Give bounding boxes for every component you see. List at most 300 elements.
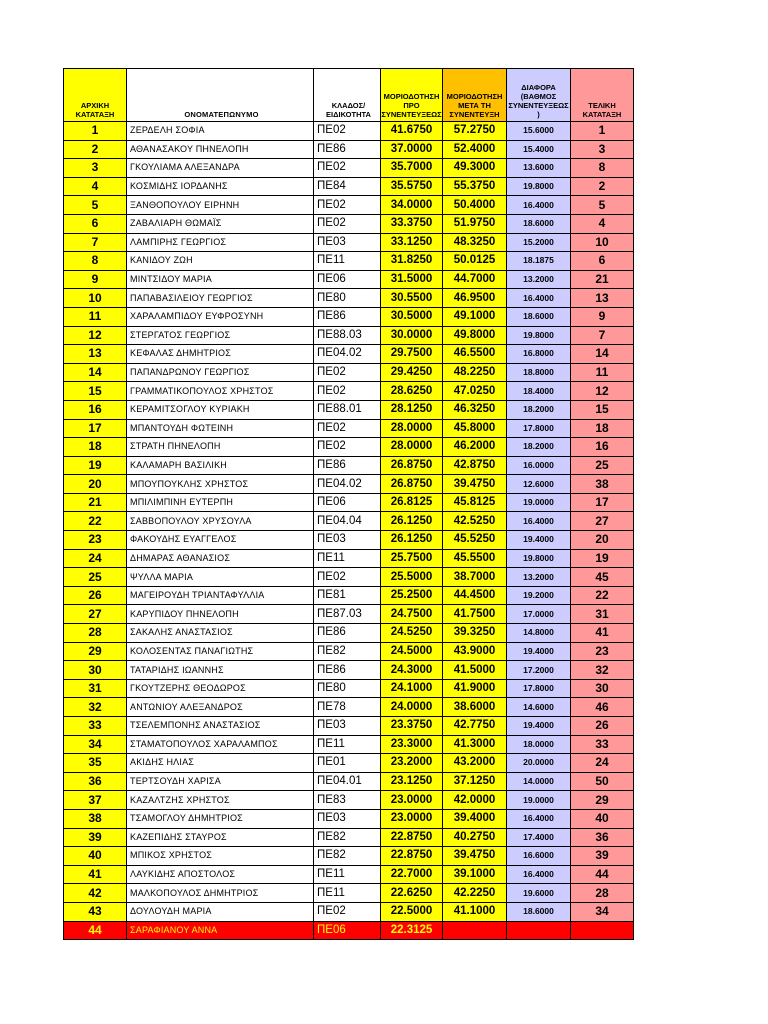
difference-cell bbox=[507, 921, 571, 940]
name-cell: ΑΘΑΝΑΣΑΚΟΥ ΠΗΝΕΛΟΠΗ bbox=[127, 140, 314, 159]
score-after-cell: 41.7500 bbox=[443, 605, 507, 624]
score-after-cell: 39.1000 bbox=[443, 865, 507, 884]
difference-cell: 12.6000 bbox=[507, 475, 571, 494]
table-row bbox=[64, 307, 634, 326]
initial-rank-cell: 24 bbox=[64, 549, 127, 568]
score-before-cell: 35.5750 bbox=[381, 177, 443, 196]
branch-cell: ΠΕ81 bbox=[314, 586, 381, 605]
branch-cell: ΠΕ82 bbox=[314, 828, 381, 847]
final-rank-cell: 14 bbox=[571, 345, 634, 364]
table-row bbox=[64, 159, 634, 178]
score-before-cell: 24.0000 bbox=[381, 698, 443, 717]
score-before-cell: 22.7000 bbox=[381, 865, 443, 884]
name-cell: ΣΤΑΜΑΤΟΠΟΥΛΟΣ ΧΑΡΑΛΑΜΠΟΣ bbox=[127, 735, 314, 754]
initial-rank-cell: 42 bbox=[64, 884, 127, 903]
header-row bbox=[64, 69, 634, 122]
table-row bbox=[64, 289, 634, 308]
difference-cell: 17.2000 bbox=[507, 661, 571, 680]
branch-cell: ΠΕ86 bbox=[314, 307, 381, 326]
initial-rank-cell: 43 bbox=[64, 902, 127, 921]
difference-cell: 14.8000 bbox=[507, 624, 571, 643]
branch-cell: ΠΕ02 bbox=[314, 438, 381, 457]
difference-cell: 17.0000 bbox=[507, 605, 571, 624]
table-row bbox=[64, 717, 634, 736]
score-after-cell: 46.9500 bbox=[443, 289, 507, 308]
name-cell: ΤΣΑΜΟΓΛΟΥ ΔΗΜΗΤΡΙΟΣ bbox=[127, 809, 314, 828]
branch-cell: ΠΕ88.01 bbox=[314, 400, 381, 419]
branch-cell: ΠΕ87.03 bbox=[314, 605, 381, 624]
score-after-cell: 57.2750 bbox=[443, 122, 507, 141]
difference-cell: 19.4000 bbox=[507, 717, 571, 736]
branch-cell: ΠΕ11 bbox=[314, 735, 381, 754]
final-rank-cell: 18 bbox=[571, 419, 634, 438]
final-rank-cell: 3 bbox=[571, 140, 634, 159]
difference-cell: 18.6000 bbox=[507, 214, 571, 233]
score-before-cell: 29.7500 bbox=[381, 345, 443, 364]
score-before-cell: 23.0000 bbox=[381, 791, 443, 810]
score-before-cell: 30.5000 bbox=[381, 307, 443, 326]
score-after-cell: 39.3250 bbox=[443, 624, 507, 643]
initial-rank-cell: 40 bbox=[64, 847, 127, 866]
name-cell: ΑΚΙΔΗΣ ΗΛΙΑΣ bbox=[127, 754, 314, 773]
initial-rank-cell: 31 bbox=[64, 679, 127, 698]
branch-cell: ΠΕ02 bbox=[314, 196, 381, 215]
difference-cell: 13.6000 bbox=[507, 159, 571, 178]
table-row bbox=[64, 605, 634, 624]
difference-cell: 18.1875 bbox=[507, 252, 571, 271]
score-after-cell: 39.4000 bbox=[443, 809, 507, 828]
initial-rank-cell: 14 bbox=[64, 363, 127, 382]
name-cell: ΚΕΦΑΛΑΣ ΔΗΜΗΤΡΙΟΣ bbox=[127, 345, 314, 364]
initial-rank-cell: 30 bbox=[64, 661, 127, 680]
final-rank-cell: 4 bbox=[571, 214, 634, 233]
difference-cell: 19.0000 bbox=[507, 493, 571, 512]
score-after-cell: 46.5500 bbox=[443, 345, 507, 364]
initial-rank-cell: 38 bbox=[64, 809, 127, 828]
branch-cell: ΠΕ78 bbox=[314, 698, 381, 717]
table-row bbox=[64, 122, 634, 141]
initial-rank-cell: 19 bbox=[64, 456, 127, 475]
score-after-cell: 50.0125 bbox=[443, 252, 507, 271]
table-row bbox=[64, 196, 634, 215]
initial-rank-cell: 18 bbox=[64, 438, 127, 457]
header-branch: ΚΛΑΔΟΣ/ ΕΙΔΙΚΟΤΗΤΑ bbox=[314, 69, 381, 122]
table-row bbox=[64, 345, 634, 364]
difference-cell: 16.4000 bbox=[507, 809, 571, 828]
initial-rank-cell: 37 bbox=[64, 791, 127, 810]
name-cell: ΖΕΡΔΕΛΗ ΣΟΦΙΑ bbox=[127, 122, 314, 141]
header-final-rank: ΤΕΛΙΚΗ ΚΑΤΑΤΑΞΗ bbox=[571, 69, 634, 122]
final-rank-cell: 38 bbox=[571, 475, 634, 494]
initial-rank-cell: 44 bbox=[64, 921, 127, 940]
final-rank-cell: 28 bbox=[571, 884, 634, 903]
score-before-cell: 23.2000 bbox=[381, 754, 443, 773]
branch-cell: ΠΕ06 bbox=[314, 493, 381, 512]
difference-cell: 18.2000 bbox=[507, 400, 571, 419]
score-after-cell: 45.8125 bbox=[443, 493, 507, 512]
score-after-cell: 48.3250 bbox=[443, 233, 507, 252]
table-row bbox=[64, 475, 634, 494]
score-before-cell: 33.3750 bbox=[381, 214, 443, 233]
name-cell: ΜΑΓΕΙΡΟΥΔΗ ΤΡΙΑΝΤΑΦΥΛΛΙΑ bbox=[127, 586, 314, 605]
initial-rank-cell: 22 bbox=[64, 512, 127, 531]
initial-rank-cell: 29 bbox=[64, 642, 127, 661]
name-cell: ΚΕΡΑΜΙΤΣΟΓΛΟΥ ΚΥΡΙΑΚΗ bbox=[127, 400, 314, 419]
score-after-cell: 42.5250 bbox=[443, 512, 507, 531]
name-cell: ΜΑΛΚΟΠΟΥΛΟΣ ΔΗΜΗΤΡΙΟΣ bbox=[127, 884, 314, 903]
difference-cell: 16.4000 bbox=[507, 865, 571, 884]
difference-cell: 15.2000 bbox=[507, 233, 571, 252]
name-cell: ΦΑΚΟΥΔΗΣ ΕΥΑΓΓΕΛΟΣ bbox=[127, 531, 314, 550]
name-cell: ΣΤΡΑΤΗ ΠΗΝΕΛΟΠΗ bbox=[127, 438, 314, 457]
final-rank-cell: 40 bbox=[571, 809, 634, 828]
initial-rank-cell: 36 bbox=[64, 772, 127, 791]
branch-cell: ΠΕ02 bbox=[314, 363, 381, 382]
table-row bbox=[64, 568, 634, 587]
initial-rank-cell: 12 bbox=[64, 326, 127, 345]
final-rank-cell: 2 bbox=[571, 177, 634, 196]
final-rank-cell: 29 bbox=[571, 791, 634, 810]
name-cell: ΣΑΒΒΟΠΟΥΛΟΥ ΧΡΥΣΟΥΛΑ bbox=[127, 512, 314, 531]
branch-cell: ΠΕ86 bbox=[314, 624, 381, 643]
table-row bbox=[64, 382, 634, 401]
difference-cell: 16.4000 bbox=[507, 512, 571, 531]
score-before-cell: 37.0000 bbox=[381, 140, 443, 159]
name-cell: ΨΥΛΛΑ ΜΑΡΙΑ bbox=[127, 568, 314, 587]
score-after-cell: 41.3000 bbox=[443, 735, 507, 754]
score-after-cell: 45.8000 bbox=[443, 419, 507, 438]
score-before-cell: 24.1000 bbox=[381, 679, 443, 698]
score-before-cell: 25.5000 bbox=[381, 568, 443, 587]
score-before-cell: 28.1250 bbox=[381, 400, 443, 419]
score-after-cell: 52.4000 bbox=[443, 140, 507, 159]
score-after-cell: 38.7000 bbox=[443, 568, 507, 587]
ranking-table bbox=[63, 68, 634, 940]
score-after-cell: 50.4000 bbox=[443, 196, 507, 215]
name-cell: ΠΑΠΑΒΑΣΙΛΕΙΟΥ ΓΕΩΡΓΙΟΣ bbox=[127, 289, 314, 308]
score-after-cell bbox=[443, 921, 507, 940]
score-before-cell: 22.6250 bbox=[381, 884, 443, 903]
name-cell: ΣΑΡΑΦΙΑΝΟΥ ΑΝΝΑ bbox=[127, 921, 314, 940]
score-before-cell: 25.7500 bbox=[381, 549, 443, 568]
table-row bbox=[64, 791, 634, 810]
final-rank-cell: 45 bbox=[571, 568, 634, 587]
initial-rank-cell: 16 bbox=[64, 400, 127, 419]
score-after-cell: 42.0000 bbox=[443, 791, 507, 810]
initial-rank-cell: 28 bbox=[64, 624, 127, 643]
initial-rank-cell: 27 bbox=[64, 605, 127, 624]
initial-rank-cell: 9 bbox=[64, 270, 127, 289]
score-after-cell: 46.3250 bbox=[443, 400, 507, 419]
branch-cell: ΠΕ02 bbox=[314, 902, 381, 921]
score-after-cell: 55.3750 bbox=[443, 177, 507, 196]
final-rank-cell: 8 bbox=[571, 159, 634, 178]
score-after-cell: 39.4750 bbox=[443, 475, 507, 494]
final-rank-cell: 46 bbox=[571, 698, 634, 717]
score-before-cell: 25.2500 bbox=[381, 586, 443, 605]
difference-cell: 19.6000 bbox=[507, 884, 571, 903]
final-rank-cell: 19 bbox=[571, 549, 634, 568]
score-after-cell: 47.0250 bbox=[443, 382, 507, 401]
branch-cell: ΠΕ04.04 bbox=[314, 512, 381, 531]
table-row bbox=[64, 754, 634, 773]
name-cell: ΚΑΛΑΜΑΡΗ ΒΑΣΙΛΙΚΗ bbox=[127, 456, 314, 475]
final-rank-cell: 10 bbox=[571, 233, 634, 252]
score-before-cell: 22.8750 bbox=[381, 828, 443, 847]
header-score-after: ΜΟΡΙΟΔΟΤΗΣΗ ΜΕΤΑ ΤΗ ΣΥΝΕΝΤΕΥΞΗ bbox=[443, 69, 507, 122]
score-before-cell: 23.3750 bbox=[381, 717, 443, 736]
score-before-cell: 23.1250 bbox=[381, 772, 443, 791]
initial-rank-cell: 26 bbox=[64, 586, 127, 605]
name-cell: ΜΠΟΥΠΟΥΚΛΗΣ ΧΡΗΣΤΟΣ bbox=[127, 475, 314, 494]
table-body bbox=[64, 122, 634, 940]
initial-rank-cell: 34 bbox=[64, 735, 127, 754]
difference-cell: 16.0000 bbox=[507, 456, 571, 475]
initial-rank-cell: 35 bbox=[64, 754, 127, 773]
score-after-cell: 42.7750 bbox=[443, 717, 507, 736]
name-cell: ΞΑΝΘΟΠΟΥΛΟΥ ΕΙΡΗΝΗ bbox=[127, 196, 314, 215]
table-row bbox=[64, 419, 634, 438]
score-before-cell: 26.1250 bbox=[381, 512, 443, 531]
final-rank-cell: 27 bbox=[571, 512, 634, 531]
branch-cell: ΠΕ11 bbox=[314, 252, 381, 271]
branch-cell: ΠΕ02 bbox=[314, 419, 381, 438]
final-rank-cell: 36 bbox=[571, 828, 634, 847]
final-rank-cell: 16 bbox=[571, 438, 634, 457]
difference-cell: 19.4000 bbox=[507, 642, 571, 661]
branch-cell: ΠΕ03 bbox=[314, 233, 381, 252]
table-row bbox=[64, 679, 634, 698]
score-after-cell: 44.7000 bbox=[443, 270, 507, 289]
header-initial-rank: ΑΡΧΙΚΗ ΚΑΤΑΤΑΞΗ bbox=[64, 69, 127, 122]
score-before-cell: 24.3000 bbox=[381, 661, 443, 680]
table-row bbox=[64, 847, 634, 866]
branch-cell: ΠΕ02 bbox=[314, 568, 381, 587]
branch-cell: ΠΕ82 bbox=[314, 642, 381, 661]
difference-cell: 18.6000 bbox=[507, 307, 571, 326]
final-rank-cell bbox=[571, 921, 634, 940]
initial-rank-cell: 11 bbox=[64, 307, 127, 326]
difference-cell: 13.2000 bbox=[507, 270, 571, 289]
difference-cell: 19.8000 bbox=[507, 177, 571, 196]
name-cell: ΚΑΝΙΔΟΥ ΖΩΗ bbox=[127, 252, 314, 271]
table-row bbox=[64, 772, 634, 791]
initial-rank-cell: 4 bbox=[64, 177, 127, 196]
difference-cell: 19.0000 bbox=[507, 791, 571, 810]
score-before-cell: 24.5250 bbox=[381, 624, 443, 643]
score-before-cell: 26.8750 bbox=[381, 475, 443, 494]
name-cell: ΤΣΕΛΕΜΠΟΝΗΣ ΑΝΑΣΤΑΣΙΟΣ bbox=[127, 717, 314, 736]
final-rank-cell: 26 bbox=[571, 717, 634, 736]
branch-cell: ΠΕ02 bbox=[314, 214, 381, 233]
score-after-cell: 49.3000 bbox=[443, 159, 507, 178]
final-rank-cell: 31 bbox=[571, 605, 634, 624]
table-row bbox=[64, 326, 634, 345]
table-row bbox=[64, 642, 634, 661]
table-row bbox=[64, 270, 634, 289]
score-after-cell: 43.2000 bbox=[443, 754, 507, 773]
branch-cell: ΠΕ03 bbox=[314, 717, 381, 736]
initial-rank-cell: 5 bbox=[64, 196, 127, 215]
difference-cell: 18.6000 bbox=[507, 902, 571, 921]
score-before-cell: 41.6750 bbox=[381, 122, 443, 141]
final-rank-cell: 22 bbox=[571, 586, 634, 605]
name-cell: ΚΑΡΥΠΙΔΟΥ ΠΗΝΕΛΟΠΗ bbox=[127, 605, 314, 624]
final-rank-cell: 5 bbox=[571, 196, 634, 215]
branch-cell: ΠΕ86 bbox=[314, 140, 381, 159]
final-rank-cell: 12 bbox=[571, 382, 634, 401]
table-row bbox=[64, 214, 634, 233]
final-rank-cell: 41 bbox=[571, 624, 634, 643]
final-rank-cell: 24 bbox=[571, 754, 634, 773]
table-row bbox=[64, 177, 634, 196]
initial-rank-cell: 15 bbox=[64, 382, 127, 401]
branch-cell: ΠΕ82 bbox=[314, 847, 381, 866]
table-row bbox=[64, 828, 634, 847]
score-after-cell: 42.8750 bbox=[443, 456, 507, 475]
score-after-cell: 41.1000 bbox=[443, 902, 507, 921]
score-before-cell: 22.3125 bbox=[381, 921, 443, 940]
name-cell: ΓΡΑΜΜΑΤΙΚΟΠΟΥΛΟΣ ΧΡΗΣΤΟΣ bbox=[127, 382, 314, 401]
score-after-cell: 51.9750 bbox=[443, 214, 507, 233]
final-rank-cell: 17 bbox=[571, 493, 634, 512]
difference-cell: 16.4000 bbox=[507, 289, 571, 308]
final-rank-cell: 7 bbox=[571, 326, 634, 345]
score-after-cell: 40.2750 bbox=[443, 828, 507, 847]
table-row bbox=[64, 884, 634, 903]
score-before-cell: 24.7500 bbox=[381, 605, 443, 624]
final-rank-cell: 9 bbox=[571, 307, 634, 326]
score-before-cell: 28.6250 bbox=[381, 382, 443, 401]
score-after-cell: 49.1000 bbox=[443, 307, 507, 326]
score-before-cell: 22.8750 bbox=[381, 847, 443, 866]
branch-cell: ΠΕ80 bbox=[314, 679, 381, 698]
name-cell: ΛΑΥΚΙΔΗΣ ΑΠΟΣΤΟΛΟΣ bbox=[127, 865, 314, 884]
final-rank-cell: 33 bbox=[571, 735, 634, 754]
initial-rank-cell: 10 bbox=[64, 289, 127, 308]
name-cell: ΣΤΕΡΓΑΤΟΣ ΓΕΩΡΓΙΟΣ bbox=[127, 326, 314, 345]
initial-rank-cell: 6 bbox=[64, 214, 127, 233]
difference-cell: 20.0000 bbox=[507, 754, 571, 773]
difference-cell: 19.4000 bbox=[507, 531, 571, 550]
difference-cell: 16.8000 bbox=[507, 345, 571, 364]
table-row bbox=[64, 549, 634, 568]
final-rank-cell: 15 bbox=[571, 400, 634, 419]
table-row bbox=[64, 865, 634, 884]
branch-cell: ΠΕ86 bbox=[314, 456, 381, 475]
branch-cell: ΠΕ03 bbox=[314, 531, 381, 550]
final-rank-cell: 6 bbox=[571, 252, 634, 271]
name-cell: ΤΑΤΑΡΙΔΗΣ ΙΩΑΝΝΗΣ bbox=[127, 661, 314, 680]
score-before-cell: 28.0000 bbox=[381, 438, 443, 457]
table-row bbox=[64, 512, 634, 531]
header-score-before: ΜΟΡΙΟΔΟΤΗΣΗ ΠΡΟ ΣΥΝΕΝΤΕΥΞΕΩΣ bbox=[381, 69, 443, 122]
final-rank-cell: 13 bbox=[571, 289, 634, 308]
score-before-cell: 31.8250 bbox=[381, 252, 443, 271]
difference-cell: 13.2000 bbox=[507, 568, 571, 587]
table-row bbox=[64, 735, 634, 754]
table-row bbox=[64, 698, 634, 717]
score-after-cell: 38.6000 bbox=[443, 698, 507, 717]
score-after-cell: 39.4750 bbox=[443, 847, 507, 866]
score-before-cell: 22.5000 bbox=[381, 902, 443, 921]
score-before-cell: 24.5000 bbox=[381, 642, 443, 661]
table-row bbox=[64, 400, 634, 419]
difference-cell: 16.6000 bbox=[507, 847, 571, 866]
final-rank-cell: 50 bbox=[571, 772, 634, 791]
difference-cell: 14.0000 bbox=[507, 772, 571, 791]
final-rank-cell: 34 bbox=[571, 902, 634, 921]
initial-rank-cell: 25 bbox=[64, 568, 127, 587]
initial-rank-cell: 3 bbox=[64, 159, 127, 178]
branch-cell: ΠΕ86 bbox=[314, 661, 381, 680]
score-before-cell: 26.8750 bbox=[381, 456, 443, 475]
score-before-cell: 26.1250 bbox=[381, 531, 443, 550]
score-after-cell: 49.8000 bbox=[443, 326, 507, 345]
initial-rank-cell: 39 bbox=[64, 828, 127, 847]
final-rank-cell: 32 bbox=[571, 661, 634, 680]
name-cell: ΔΗΜΑΡΑΣ ΑΘΑΝΑΣΙΟΣ bbox=[127, 549, 314, 568]
table-row bbox=[64, 586, 634, 605]
branch-cell: ΠΕ01 bbox=[314, 754, 381, 773]
score-before-cell: 30.0000 bbox=[381, 326, 443, 345]
initial-rank-cell: 20 bbox=[64, 475, 127, 494]
score-after-cell: 46.2000 bbox=[443, 438, 507, 457]
score-after-cell: 43.9000 bbox=[443, 642, 507, 661]
branch-cell: ΠΕ06 bbox=[314, 270, 381, 289]
name-cell: ΠΑΠΑΝΔΡΩΝΟΥ ΓΕΩΡΓΙΟΣ bbox=[127, 363, 314, 382]
name-cell: ΜΠΙΚΟΣ ΧΡΗΣΤΟΣ bbox=[127, 847, 314, 866]
table-row bbox=[64, 531, 634, 550]
header-full-name: ΟΝΟΜΑΤΕΠΩΝΥΜΟ bbox=[127, 69, 314, 122]
final-rank-cell: 44 bbox=[571, 865, 634, 884]
initial-rank-cell: 17 bbox=[64, 419, 127, 438]
initial-rank-cell: 32 bbox=[64, 698, 127, 717]
branch-cell: ΠΕ84 bbox=[314, 177, 381, 196]
branch-cell: ΠΕ06 bbox=[314, 921, 381, 940]
difference-cell: 19.8000 bbox=[507, 549, 571, 568]
score-after-cell: 48.2250 bbox=[443, 363, 507, 382]
initial-rank-cell: 7 bbox=[64, 233, 127, 252]
table-row bbox=[64, 493, 634, 512]
initial-rank-cell: 33 bbox=[64, 717, 127, 736]
difference-cell: 15.4000 bbox=[507, 140, 571, 159]
branch-cell: ΠΕ88.03 bbox=[314, 326, 381, 345]
score-before-cell: 28.0000 bbox=[381, 419, 443, 438]
initial-rank-cell: 1 bbox=[64, 122, 127, 141]
table-row bbox=[64, 233, 634, 252]
final-rank-cell: 11 bbox=[571, 363, 634, 382]
difference-cell: 16.4000 bbox=[507, 196, 571, 215]
score-before-cell: 31.5000 bbox=[381, 270, 443, 289]
initial-rank-cell: 23 bbox=[64, 531, 127, 550]
score-after-cell: 41.9000 bbox=[443, 679, 507, 698]
branch-cell: ΠΕ80 bbox=[314, 289, 381, 308]
difference-cell: 19.8000 bbox=[507, 326, 571, 345]
score-after-cell: 37.1250 bbox=[443, 772, 507, 791]
branch-cell: ΠΕ02 bbox=[314, 382, 381, 401]
table-row bbox=[64, 809, 634, 828]
difference-cell: 19.2000 bbox=[507, 586, 571, 605]
difference-cell: 17.8000 bbox=[507, 679, 571, 698]
initial-rank-cell: 8 bbox=[64, 252, 127, 271]
branch-cell: ΠΕ04.02 bbox=[314, 475, 381, 494]
table-row bbox=[64, 438, 634, 457]
name-cell: ΔΟΥΛΟΥΔΗ ΜΑΡΙΑ bbox=[127, 902, 314, 921]
table-row bbox=[64, 363, 634, 382]
initial-rank-cell: 2 bbox=[64, 140, 127, 159]
table-row bbox=[64, 902, 634, 921]
